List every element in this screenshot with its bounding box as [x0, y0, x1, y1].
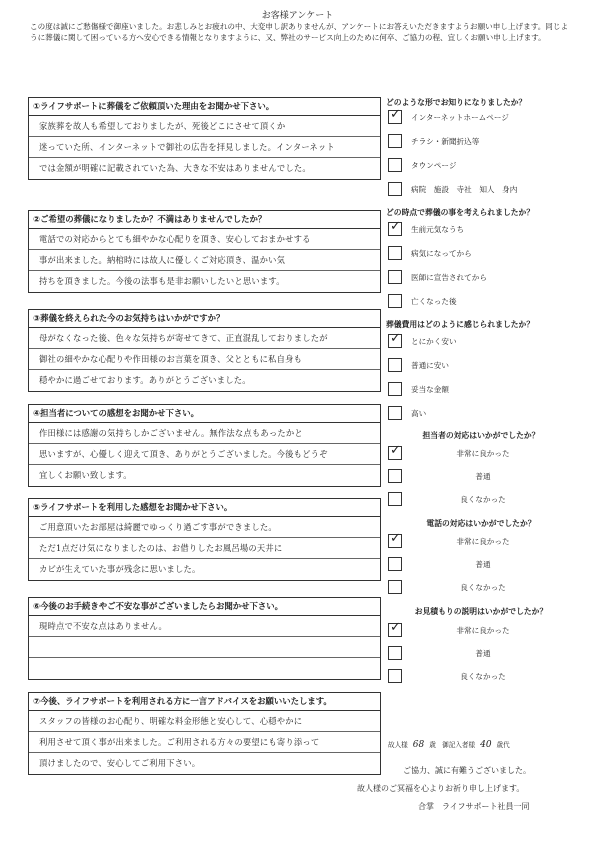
question-1-heading: ①ライフサポートに葬儀をご依頼頂いた理由をお聞かせ下さい。	[29, 98, 380, 116]
signature-text: 合掌 ライフサポート社員一同	[418, 802, 530, 811]
checkbox[interactable]	[388, 219, 402, 236]
option-phone-normal[interactable]: 普通	[388, 557, 578, 575]
answer-5-line-2[interactable]: ただ1点だけ気になりましたのは、お借りしたお風呂場の天井に	[39, 543, 283, 553]
answer-1-line-1[interactable]: 家族葬を故人も希望しておりましたが、死後どこにさせて頂くか	[39, 121, 286, 131]
question-6-box	[28, 597, 381, 680]
option-sick[interactable]: 病気になってから	[388, 246, 578, 264]
checkbox[interactable]	[388, 331, 402, 348]
section-timing-title: どの時点で葬儀の事を考えられましたか？	[386, 208, 535, 217]
check-icon: ✓	[390, 331, 401, 346]
deceased-age-value[interactable]: 68	[412, 740, 425, 750]
question-4-box	[28, 404, 381, 487]
option-staff-very-good[interactable]: ✓ 非常に良かった	[390, 443, 510, 458]
check-icon: ✓	[390, 531, 401, 546]
option-healthy[interactable]: ✓ 生前元気なうち	[390, 219, 465, 234]
prayer-text: 故人様のご冥福を心よりお祈り申し上げます。	[357, 784, 525, 793]
answer-3-line-2[interactable]: 御社の細やかな心配りや作田様のお言葉を頂き、父とともに私自身も	[39, 354, 303, 364]
section-how-known-title: どのような形でお知りになりましたか？	[386, 98, 527, 107]
section-cost-title: 葬儀費用はどのように感じられましたか？	[386, 320, 535, 329]
option-phone-very-good[interactable]: ✓ 非常に良かった	[390, 531, 510, 546]
answer-7-line-1[interactable]: スタッフの皆様のお心配り、明確な料金形態と安心して、心穏やかに	[39, 716, 303, 726]
question-7-heading: ⑦今後、ライフサポートを利用される方に一言アドバイスをお願いいたします。	[29, 693, 380, 711]
check-icon: ✓	[390, 620, 401, 635]
option-townpage[interactable]: タウンページ	[388, 158, 578, 176]
answer-6-line-1[interactable]: 現時点で不安な点はありません。	[39, 621, 167, 631]
intro-text: この度は誠にご愁傷様で御座いました。お悲しみとお疲れの中、大変申し訳ありませんが、アンケートにお答えいただきますようお願い申し上げます。同じように葬儀に関して困っている方へ安心できる情報となりますように、又、弊社のサービス向上のために何卒、ご協力の程、宜しくお願い申し上げます。	[30, 22, 569, 42]
page-title: お客様アンケート	[261, 11, 334, 21]
answer-5-line-1[interactable]: ご用意頂いたお部屋は綺麗でゆっくり過ごす事ができました。	[39, 522, 277, 532]
checkbox[interactable]	[388, 382, 402, 396]
question-2-box	[28, 210, 381, 293]
checkbox[interactable]	[388, 158, 402, 172]
option-estimate-normal[interactable]: 普通	[388, 646, 578, 664]
check-icon: ✓	[390, 219, 401, 234]
section-estimate-title: お見積もりの説明はいかがでしたか？	[414, 607, 548, 616]
option-staff-bad[interactable]: 良くなかった	[388, 492, 578, 510]
question-7-box	[28, 692, 381, 775]
option-estimate-bad[interactable]: 良くなかった	[388, 669, 578, 687]
answer-1-line-3[interactable]: では金額が明確に記載されていた為、大きな不安はありませんでした。	[39, 163, 311, 173]
answer-2-line-2[interactable]: 事が出来ました。納棺時には故人に優しくご対応頂き、温かい気	[39, 255, 286, 265]
checkbox[interactable]	[388, 182, 402, 196]
option-referral[interactable]: 病院 施設 寺社 知人 身内	[388, 182, 578, 200]
option-very-cheap[interactable]: ✓ とにかく安い	[390, 331, 457, 346]
question-6-heading: ⑥今後のお手続きやご不安な事がございましたらお聞かせ下さい。	[29, 598, 380, 616]
option-internet[interactable]: ✓ インターネットホームページ	[390, 107, 509, 122]
option-estimate-very-good[interactable]: ✓ 非常に良かった	[390, 620, 510, 635]
question-3-box	[28, 309, 381, 392]
answer-4-line-3[interactable]: 宜しくお願い致します。	[39, 470, 132, 480]
option-flyer[interactable]: チラシ・新聞折込等	[388, 134, 578, 152]
option-cheap[interactable]: 普通に安い	[388, 358, 578, 376]
age-fields: 故人様 68 歳 御記入者様 40 歳代	[388, 740, 510, 750]
writer-age-value[interactable]: 40	[480, 740, 492, 750]
checkbox[interactable]	[388, 406, 402, 420]
checkbox[interactable]	[388, 134, 402, 148]
checkbox[interactable]	[388, 246, 402, 260]
question-3-heading: ③葬儀を終えられた今のお気持ちはいかがですか？	[29, 310, 380, 328]
check-icon: ✓	[390, 107, 401, 122]
option-expensive[interactable]: 高い	[388, 406, 578, 424]
checkbox[interactable]	[388, 294, 402, 308]
question-2-heading: ②ご希望の葬儀になりましたか？不満はありませんでしたか？	[29, 211, 380, 229]
question-4-heading: ④担当者についての感想をお聞かせ下さい。	[29, 405, 380, 423]
question-5-heading: ⑤ライフサポートを利用した感想をお聞かせ下さい。	[29, 499, 380, 517]
answer-4-line-1[interactable]: 作田様には感謝の気持ちしかございません。無作法な点もあったかと	[39, 428, 303, 438]
answer-5-line-3[interactable]: カビが生えていた事が残念に思いました。	[39, 564, 201, 574]
section-phone-title: 電話の対応はいかがでしたか？	[426, 519, 536, 528]
question-1-box	[28, 97, 381, 180]
option-staff-normal[interactable]: 普通	[388, 469, 578, 487]
option-declared[interactable]: 医師に宣告されてから	[388, 270, 578, 288]
answer-7-line-3[interactable]: 頂けましたので、安心してご利用下さい。	[39, 758, 201, 768]
answer-3-line-1[interactable]: 母がなくなった後、色々な気持ちが寄せてきて、正直混乱しておりましたが	[39, 333, 328, 343]
check-icon: ✓	[390, 443, 401, 458]
answer-3-line-3[interactable]: 穏やかに過ごせております。ありがとうございました。	[39, 375, 251, 385]
checkbox[interactable]	[388, 358, 402, 372]
section-staff-title: 担当者の対応はいかがでしたか？	[422, 431, 540, 440]
answer-7-line-2[interactable]: 利用させて頂く事が出来ました。ご利用される方々の要望にも寄り添って	[39, 737, 320, 747]
answer-2-line-3[interactable]: 持ちを頂きました。今後の法事も是非お願いしたいと思います。	[39, 276, 285, 286]
thanks-text: ご協力、誠に有難うございました。	[403, 766, 531, 775]
checkbox[interactable]	[388, 270, 402, 284]
answer-4-line-2[interactable]: 思いますが、心優しく迎えて頂き、ありがとうございました。今後もどうぞ	[39, 449, 328, 459]
option-phone-bad[interactable]: 良くなかった	[388, 580, 578, 598]
checkbox[interactable]	[388, 107, 402, 124]
option-after-death[interactable]: 亡くなった後	[388, 294, 578, 312]
answer-2-line-1[interactable]: 電話での対応からとても細やかな心配りを頂き、安心しておまかせする	[39, 234, 311, 244]
question-5-box	[28, 498, 381, 581]
answer-1-line-2[interactable]: 迷っていた所、インターネットで御社の広告を拝見しました。インターネット	[39, 142, 335, 152]
option-reasonable[interactable]: 妥当な金額	[388, 382, 578, 400]
